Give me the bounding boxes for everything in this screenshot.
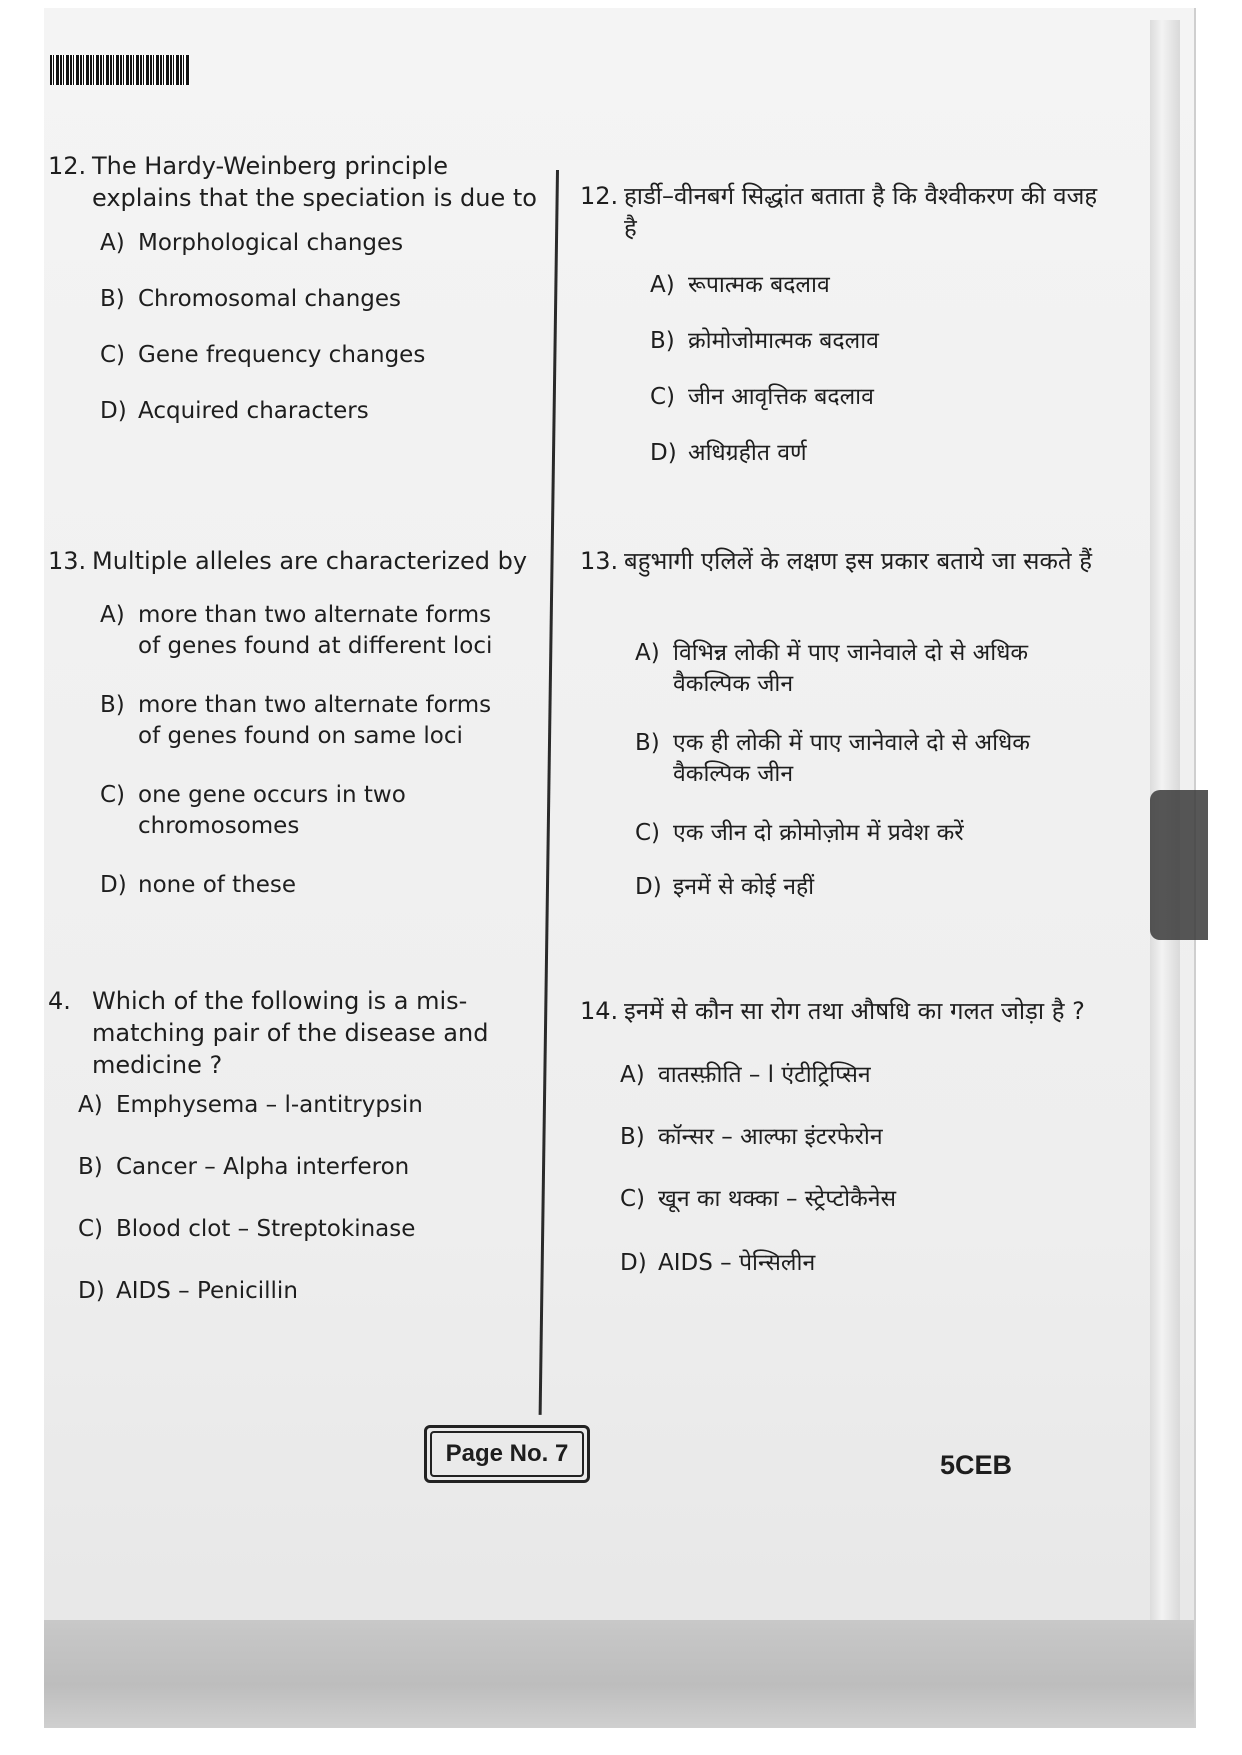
barcode	[50, 55, 190, 85]
page-number-box	[424, 1425, 590, 1483]
option-b[interactable]: B) Cancer – Alpha interferon	[78, 1154, 410, 1180]
option-d[interactable]: D) none of these	[100, 872, 297, 898]
option-d[interactable]: D) AIDS – पेन्सिलीन	[620, 1250, 816, 1276]
option-c[interactable]: C) खून का थक्का – स्ट्रेप्टोकैनेस	[620, 1186, 897, 1212]
option-b[interactable]: B) क्रोमोजोमात्मक बदलाव	[650, 328, 879, 354]
question-number: 13.	[48, 547, 87, 575]
question-14-en	[48, 985, 538, 1081]
question-text: इनमें से कौन सा रोग तथा औषधि का गलत जोड़ा है ?	[624, 997, 1085, 1025]
question-12-en	[48, 150, 538, 214]
binder-tab	[1150, 790, 1208, 940]
option-c[interactable]: C) एक जीन दो क्रोमोज़ोम में प्रवेश करें	[635, 820, 964, 846]
option-a[interactable]: A) वातस्फ़ीति – l एंटीट्रिप्सिन	[620, 1062, 871, 1088]
option-a[interactable]: A) रूपात्मक बदलाव	[650, 272, 830, 298]
option-c[interactable]: C) Blood clot – Streptokinase	[78, 1216, 416, 1242]
page-number: Page No. 7	[430, 1431, 584, 1477]
question-13-hi	[580, 545, 1100, 577]
option-d[interactable]: D) इनमें से कोई नहीं	[635, 874, 815, 900]
option-d[interactable]: D) Acquired characters	[100, 398, 369, 424]
option-a[interactable]: A) more than two alternate forms of genes found at different loci	[100, 602, 493, 659]
question-number: 14.	[580, 997, 619, 1025]
option-c[interactable]: C) जीन आवृत्तिक बदलाव	[650, 384, 874, 410]
option-d[interactable]: D) अधिग्रहीत वर्ण	[650, 440, 807, 466]
option-c[interactable]: C) one gene occurs in two chromosomes	[100, 782, 406, 839]
option-b[interactable]: B) more than two alternate forms of genes found on same loci	[100, 692, 492, 749]
question-number: 13.	[580, 547, 619, 575]
question-number: 4.	[48, 987, 71, 1015]
option-c[interactable]: C) Gene frequency changes	[100, 342, 426, 368]
question-text: हार्डी–वीनबर्ग सिद्धांत बताता है कि वैश्वीकरण की वजह है	[624, 182, 1098, 242]
option-a[interactable]: A) विभिन्न लोकी में पाए जानेवाले दो से अधिक वैकल्पिक जीन	[635, 640, 1029, 697]
option-a[interactable]: A) Morphological changes	[100, 230, 404, 256]
option-b[interactable]: B) कॉन्सर – आल्फा इंटरफेरोन	[620, 1124, 883, 1150]
question-text: The Hardy-Weinberg principle explains that the speciation is due to	[92, 152, 537, 212]
question-number: 12.	[48, 152, 87, 180]
question-text: Multiple alleles are characterized by	[92, 547, 528, 575]
question-number: 12.	[580, 182, 619, 210]
booklet-code: 5CEB	[940, 1450, 1013, 1480]
scan-shadow	[44, 1620, 1194, 1728]
option-d[interactable]: D) AIDS – Penicillin	[78, 1278, 298, 1304]
question-text: बहुभागी एलिलें के लक्षण इस प्रकार बताये जा सकते हैं	[624, 547, 1092, 575]
question-12-hi	[580, 180, 1100, 244]
paper-sheet	[44, 8, 1194, 1728]
question-13-en	[48, 545, 538, 577]
option-b[interactable]: B) एक ही लोकी में पाए जानेवाले दो से अधिक वैकल्पिक जीन	[635, 730, 1030, 787]
option-b[interactable]: B) Chromosomal changes	[100, 286, 402, 312]
option-a[interactable]: A) Emphysema – l-antitrypsin	[78, 1092, 423, 1118]
question-14-hi	[580, 995, 1100, 1027]
question-text: Which of the following is a mis-matching pair of the disease and medicine ?	[92, 987, 489, 1079]
